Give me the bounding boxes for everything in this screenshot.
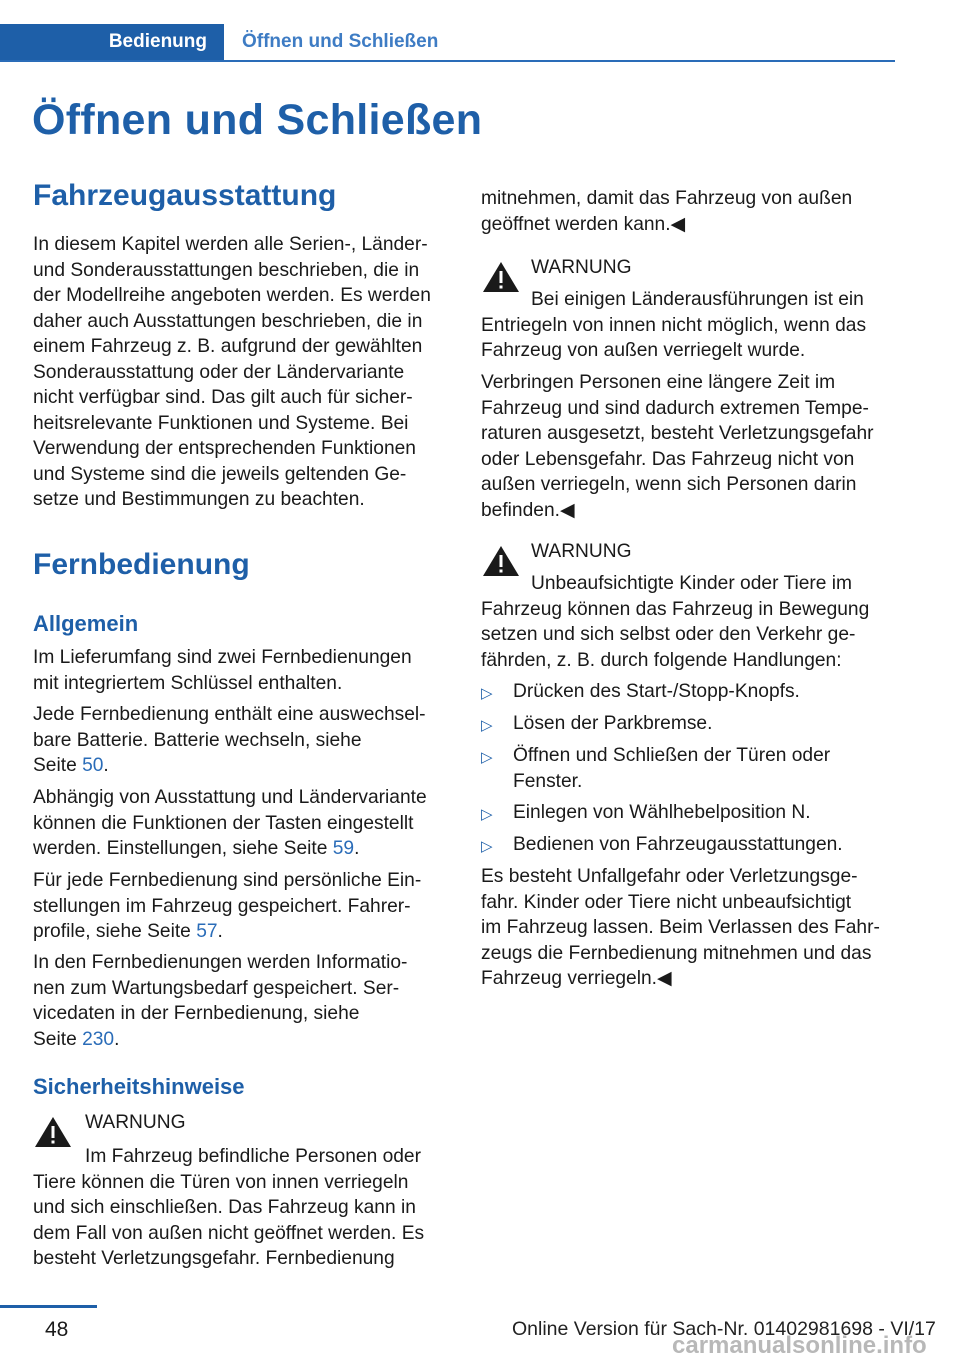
section-label: Bedienung xyxy=(108,31,207,52)
paragraph-continuation xyxy=(481,186,852,237)
text-line: Verwendung der entsprechenden Funktionen xyxy=(33,438,416,459)
text-line: Bei einigen Länderausführungen ist ein xyxy=(531,289,864,310)
text-line: Abhängig von Ausstattung und Ländervariante xyxy=(33,787,427,808)
list-item xyxy=(481,679,800,707)
paragraph-unfallgefahr xyxy=(481,864,880,992)
warning-title: WARNUNG xyxy=(531,257,632,278)
header-divider xyxy=(0,60,895,62)
footer-note: Online Version für Sach-Nr. 01402981698 - VI/17 xyxy=(512,1318,936,1340)
watermark: carmanualsonline.info xyxy=(672,1332,927,1359)
list-item-text: Drücken des Start-/Stopp-Knopfs. xyxy=(513,681,800,702)
text-line: Tiere können die Türen von innen verriegeln xyxy=(33,1171,409,1193)
text-line: stellungen im Fahrzeug gespeichert. Fahrer- xyxy=(33,895,411,917)
page-link-57[interactable]: 57 xyxy=(196,921,218,942)
bullet-triangle-icon: ▷ xyxy=(481,838,493,855)
text-line: Fenster. xyxy=(513,770,583,792)
text-line: Jede Fernbedienung enthält eine auswechsel- xyxy=(33,704,426,725)
paragraph-persoenlich: Für jede Fernbedienung sind persönliche Ein- stellungen im Fahrzeug gespeichert. Fahrer- profile, siehe Seite 57. xyxy=(33,870,422,942)
text-line: können die Funktionen der Tasten eingestellt xyxy=(33,812,414,834)
text-line: befinden.◀ xyxy=(481,499,575,521)
list-item xyxy=(481,711,712,739)
heading-fernbedienung: Fernbedienung xyxy=(33,548,250,581)
text-line: fahr. Kinder oder Tiere nicht unbeaufsichtigt xyxy=(481,891,852,913)
paragraph-abhaengig: Abhängig von Ausstattung und Ländervariante können die Funktionen der Tasten eingestellt werden. Einstellungen, siehe Seite 59. xyxy=(33,787,427,859)
text-line: Seite xyxy=(33,755,83,776)
text-line: Fahrzeug verriegeln.◀ xyxy=(481,968,672,989)
warning-title: WARNUNG xyxy=(85,1112,186,1133)
text-line: fährden, z. B. durch folgende Handlungen: xyxy=(481,649,842,671)
heading-allgemein: Allgemein xyxy=(33,611,139,636)
text-line: Für jede Fernbedienung sind persönliche Ein- xyxy=(33,870,422,891)
list-item xyxy=(481,832,843,860)
list-item xyxy=(481,800,811,828)
page-link-50[interactable]: 50 xyxy=(82,755,104,776)
text-line: zeugs die Fernbedienung mitnehmen und das xyxy=(481,942,872,964)
text-line: nicht verfügbar sind. Das gilt auch für sicher- xyxy=(33,387,413,408)
heading-fahrzeugausstattung: Fahrzeugausstattung xyxy=(33,179,337,212)
text-line: setzen und sich selbst oder den Verkehr ge- xyxy=(481,624,856,645)
paragraph-fahrzeugausstattung xyxy=(33,232,431,513)
list-item-text xyxy=(513,743,830,794)
text-line: Unbeaufsichtigte Kinder oder Tiere im xyxy=(531,573,853,594)
text-line: werden. Einstellungen, siehe Seite xyxy=(33,838,333,859)
text-line: profile, siehe Seite xyxy=(33,921,197,942)
text-line: der Modellreihe angeboten werden. Es werden xyxy=(33,285,431,306)
text-line: Seite xyxy=(33,1028,83,1050)
text-line: heitsrelevante Funktionen und Systeme. Bei xyxy=(33,412,409,434)
top-header xyxy=(0,24,895,62)
bullet-triangle-icon: ▷ xyxy=(481,749,493,766)
bullet-triangle-icon: ▷ xyxy=(481,685,493,702)
page-number: 48 xyxy=(45,1318,69,1341)
chapter-label: Öffnen und Schließen xyxy=(242,31,439,52)
text-line: Im Fahrzeug befindliche Personen oder xyxy=(85,1146,421,1167)
paragraph-lieferumfang xyxy=(33,645,412,696)
text-line: oder Lebensgefahr. Das Fahrzeug nicht von xyxy=(481,448,855,470)
list-item-text: Lösen der Parkbremse. xyxy=(513,713,713,734)
text-line: bare Batterie. Batterie wechseln, siehe xyxy=(33,729,362,751)
text-line: Sonderausstattung oder der Ländervariante xyxy=(33,361,405,383)
list-item-text: Bedienen von Fahrzeugausstattungen. xyxy=(513,834,843,855)
text-line: einem Fahrzeug z. B. aufgrund der gewählten xyxy=(33,336,423,357)
paragraph-informationen: In den Fernbedienungen werden Informatio- nen zum Wartungsbedarf gespeichert. Ser- vicedaten in der Fernbedienung, siehe Seite 230. xyxy=(33,952,408,1050)
text-line: Öffnen und Schließen der Türen oder xyxy=(513,745,831,766)
text-line: und Systeme sind die jeweils geltenden Ge- xyxy=(33,463,407,485)
text-line: raturen ausgesetzt, besteht Verletzungsgefahr xyxy=(481,423,874,444)
footer-divider xyxy=(0,1305,97,1308)
warning-text xyxy=(481,287,866,364)
text-line: daher auch Ausstattungen beschrieben, die in xyxy=(33,310,423,332)
text-line: und sich einschließen. Das Fahrzeug kann in xyxy=(33,1197,416,1218)
text-line: vicedaten in der Fernbedienung, siehe xyxy=(33,1003,360,1024)
text-line: In diesem Kapitel werden alle Serien-, Länder- xyxy=(33,234,428,255)
text-line: und Sonderausstattungen beschrieben, die in xyxy=(33,259,420,281)
text-line: Fahrzeug von außen verriegelt wurde. xyxy=(481,340,806,361)
page-title: Öffnen und Schließen xyxy=(32,96,483,144)
text-line: Es besteht Unfallgefahr oder Verletzungsge- xyxy=(481,866,858,887)
text-line: dem Fall von außen nicht geöffnet werden. Es xyxy=(33,1222,425,1244)
list-item xyxy=(481,743,830,794)
warning-title: WARNUNG xyxy=(531,541,632,562)
section-tab[interactable] xyxy=(0,24,224,60)
text-line: setze und Bestimmungen zu beachten. xyxy=(33,489,365,510)
text-line: Verbringen Personen eine längere Zeit im xyxy=(481,372,836,393)
text-line: außen verriegeln, wenn sich Personen darin xyxy=(481,474,857,495)
paragraph-batterie: Jede Fernbedienung enthält eine auswechsel- bare Batterie. Batterie wechseln, siehe Seite 50. xyxy=(33,704,426,776)
text-line: im Fahrzeug lassen. Beim Verlassen des Fahr- xyxy=(481,917,880,938)
page-link-59[interactable]: 59 xyxy=(332,838,355,859)
chapter-breadcrumb[interactable] xyxy=(242,24,438,60)
text-line: nen zum Wartungsbedarf gespeichert. Ser- xyxy=(33,977,400,999)
paragraph-verbringen xyxy=(481,370,874,523)
text-line: Fahrzeug und sind dadurch extremen Tempe- xyxy=(481,397,869,419)
bullet-triangle-icon: ▷ xyxy=(481,717,493,734)
text-line: mitnehmen, damit das Fahrzeug von außen xyxy=(481,188,853,209)
warning-text xyxy=(481,571,869,673)
text-line: Entriegeln von innen nicht möglich, wenn das xyxy=(481,314,867,336)
text-line: In den Fernbedienungen werden Informatio- xyxy=(33,952,408,973)
text-line: geöffnet werden kann.◀ xyxy=(481,213,686,235)
bullet-triangle-icon: ▷ xyxy=(481,806,493,823)
text-line: Fahrzeug können das Fahrzeug in Bewegung xyxy=(481,598,870,620)
page-link-230[interactable]: 230 xyxy=(82,1028,115,1050)
warning-text xyxy=(33,1144,424,1272)
text-line: mit integriertem Schlüssel enthalten. xyxy=(33,672,343,694)
list-item-text: Einlegen von Wählhebelposition N. xyxy=(513,802,811,823)
text-line: besteht Verletzungsgefahr. Fernbedienung xyxy=(33,1248,395,1269)
heading-sicherheitshinweise: Sicherheitshinweise xyxy=(33,1074,245,1099)
text-line: Im Lieferumfang sind zwei Fernbedienungen xyxy=(33,647,412,668)
